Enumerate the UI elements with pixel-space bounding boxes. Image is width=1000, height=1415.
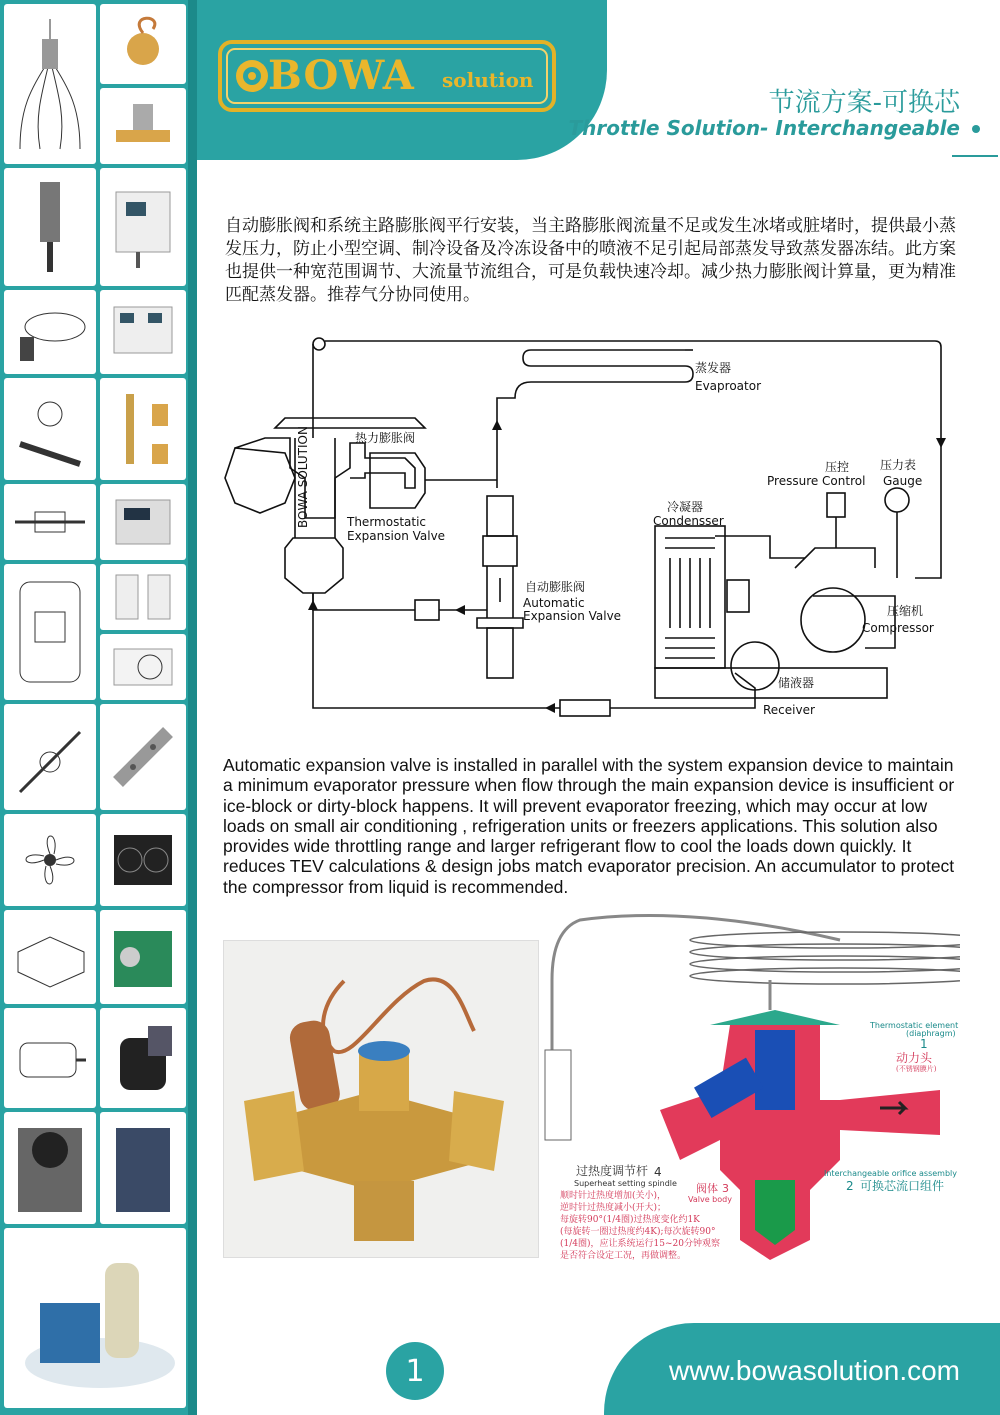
tev-label-cn: 热力膨胀阀: [355, 431, 416, 445]
compressor-label-cn: 压缩机: [887, 604, 924, 618]
valve-body-num: 3: [722, 1182, 729, 1195]
thermo-element-label-en: Thermostatic element: [870, 1021, 959, 1030]
fan-icon: [4, 814, 96, 906]
tev-inlet-nut: [225, 448, 295, 513]
aev-side-port: [415, 600, 439, 620]
compressor-label-en: Compressor: [862, 621, 934, 635]
access-valve-icon: [100, 378, 186, 480]
flow-arrow: [545, 703, 555, 713]
aev-bottom: [487, 628, 513, 678]
flow-arrow: [455, 605, 465, 615]
hermetic-compressor-icon: [100, 1008, 186, 1108]
valve-assembly-icon: [4, 168, 96, 286]
spindle-label-cn: 过热度调节杆: [576, 1164, 649, 1178]
capillary-coil: [690, 932, 960, 984]
relay-icon: [100, 564, 186, 630]
pressure-control-label-en: Pressure Control: [767, 474, 866, 488]
filter-drier-line-icon: [4, 484, 96, 560]
system-diagram: [215, 328, 955, 728]
pressure-switch-icon: [100, 168, 186, 286]
tev-label-en-2: Expansion Valve: [347, 529, 446, 543]
compressor-icon: [801, 588, 865, 652]
motor-icon: [4, 1008, 96, 1108]
pressure-control-label-cn: 压控: [825, 460, 850, 474]
flow-arrow: [492, 420, 502, 430]
receiver-tank-icon: [4, 1228, 186, 1408]
spindle-label-en: Superheat setting spindle: [574, 1179, 677, 1188]
tev-label-en-1: Thermostatic: [347, 515, 427, 529]
spindle-note-1: 顺时针过热度增加(关小)，: [560, 1191, 667, 1201]
duct-unit-icon: [4, 910, 96, 1004]
tev-product-photo: [223, 940, 539, 1258]
tev-icon: [100, 4, 186, 84]
sidebar-stripe: [188, 0, 197, 1415]
controller-icon: [100, 484, 186, 560]
valve-body-label-cn: 阀体: [696, 1182, 718, 1195]
title-underline: [952, 155, 998, 157]
website-link[interactable]: www.bowasolution.com: [668, 1355, 960, 1386]
distributor-icon: [4, 4, 96, 164]
spindle-num: 4: [654, 1165, 662, 1179]
filter-drier-icon: [560, 700, 610, 716]
compressor-icon: [4, 564, 96, 700]
receiver-label-en: Receiver: [763, 703, 815, 717]
receiver-icon: [731, 642, 779, 690]
description-cn: 自动膨胀阀和系统主路膨胀阀平行安装，当主路膨胀阀流量不足或发生冰堵或脏堵时，提供最小蒸发压力，防止小型空调、制冷设备及冷冻设备中的喷液不足引起局部蒸发导致蒸发器冻结。此方案也提供一种宽范围调节、大流量节流组合，可是负载快速冷却。减少热力膨胀阀计算量，更为精准匹配蒸发器。推荐气分协同使用。: [225, 216, 956, 305]
spindle-note-4: (每旋转一圈过热度约4K);每次旋转90°: [560, 1227, 716, 1237]
aev-label-en-1: Automatic: [523, 596, 585, 610]
condenser-coil-icon: [100, 814, 186, 906]
condensing-unit-icon: [100, 910, 186, 1004]
tev-bottom-nut: [285, 538, 343, 593]
evaporator-label-en: Evaproator: [695, 379, 761, 393]
logo-emblem-icon: [234, 58, 270, 94]
gauge-label-cn: 压力表: [880, 458, 917, 472]
flow-arrow: [308, 600, 318, 610]
capillary-line-icon: [4, 290, 96, 374]
chiller-icon: [4, 1112, 96, 1224]
aev-top: [487, 496, 513, 536]
tev-outlet-nut: [370, 453, 425, 508]
spindle-note-2: 逆时针过热度减小(开大)；: [560, 1203, 667, 1213]
evaporator-coil: [523, 350, 693, 382]
thermo-element-label-cn-sub: (不锈钢膜片): [896, 1065, 937, 1073]
sight-glass-icon: [4, 378, 96, 480]
tev-body-label: BOWA SOLUTION: [296, 426, 310, 528]
title-dot: [972, 125, 980, 133]
orifice-num: 2: [846, 1179, 854, 1193]
pressure-gauge-icon: [885, 488, 909, 512]
brand-suffix: solution: [442, 68, 534, 92]
unit-cooler-icon: [100, 634, 186, 700]
water-chiller-icon: [100, 1112, 186, 1224]
thermo-element-num: 1: [920, 1037, 928, 1051]
evaporator-label-cn: 蒸发器: [695, 361, 732, 375]
valve-body-label-en: Valve body: [688, 1195, 732, 1204]
solenoid-valve-icon: [100, 88, 186, 164]
pressure-control-icon: [827, 493, 845, 517]
orifice-label-cn: 可换芯流口组件: [860, 1179, 945, 1193]
condenser-label-cn: 冷凝器: [667, 500, 704, 514]
bulb-icon: [313, 338, 325, 350]
dual-pressure-switch-icon: [100, 290, 186, 374]
description-en: Automatic expansion valve is installed in parallel with the system expansion device to maintain a minimum evaporator pressure when flow through the main expansion device is insufficient or ice-block or dirty-block happens. It will prevent evaporator freezing, which may occur at low loads on small air conditioning , refrigeration units or freezers applications. This solution also provides wide throttling range and larger refrigerant flow to cool the loads down quickly. It reduces TEV calculations & design jobs match evaporator precision. An accumulator to protect the compressor from liquid is recommended.: [223, 755, 955, 897]
hinge-icon: [100, 704, 186, 810]
spindle-note-3: 每旋转90°(1/4圈)过热度变化约1K: [560, 1215, 700, 1225]
orifice-label-en: Interchangeable orifice assembly: [824, 1169, 958, 1178]
spindle-note-5: (1/4圈)，应让系统运行15~20分钟观察: [560, 1239, 720, 1249]
flow-arrow: [936, 438, 946, 448]
page-number: 1: [386, 1342, 444, 1400]
gauge-label-en: Gauge: [883, 474, 923, 488]
aev-label-cn: 自动膨胀阀: [525, 580, 586, 594]
condenser-label-en: Condensser: [653, 514, 724, 528]
aev-label-en-2: Expansion Valve: [523, 609, 622, 623]
condenser-fan-motor: [727, 580, 749, 612]
receiver-label-cn: 储液器: [778, 676, 815, 690]
page-title-en: Throttle Solution- Interchangeable: [568, 116, 960, 140]
brand-logo: [218, 40, 556, 112]
thermo-element-label-en-2: (diaphragm): [906, 1029, 956, 1038]
spindle-note-6: 是否符合设定工况，再做调整。: [560, 1251, 687, 1261]
tev-cutaway-diagram: [540, 900, 960, 1270]
thermo-element-label-cn: 动力头: [896, 1051, 933, 1065]
valve-line-icon: [4, 704, 96, 810]
brand-name: BOWA: [268, 52, 415, 99]
page-title-cn: 节流方案-可换芯: [768, 88, 960, 118]
